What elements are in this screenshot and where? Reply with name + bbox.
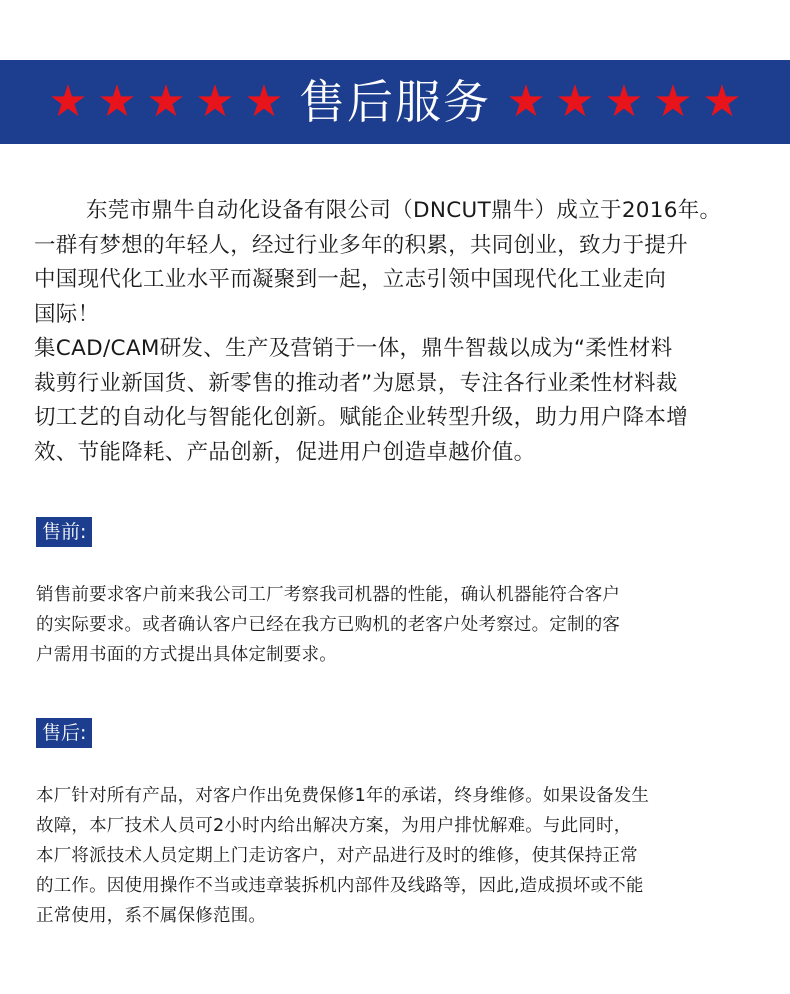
left-star-row (45, 76, 287, 127)
intro-line: 国际！ (34, 301, 100, 327)
star-icon: ★ (97, 76, 137, 127)
pre-sale-line: 销售前要求客户前来我公司工厂考察我司机器的性能，确认机器能符合客户 (36, 585, 621, 605)
star-icon: ★ (653, 76, 693, 127)
pre-sale-line: 户需用书面的方式提出具体定制要求。 (36, 645, 337, 665)
after-sale-line: 本厂针对所有产品，对客户作出免费保修1年的承诺，终身维修。如果设备发生 (36, 786, 650, 806)
header-banner (0, 60, 790, 144)
intro-line: 切工艺的自动化与智能化创新。赋能企业转型升级，助力用户降本增 (34, 405, 689, 430)
intro-line: 一群有梦想的年轻人，经过行业多年的积累，共同创业，致力于提升 (34, 232, 689, 258)
intro-line: 效、节能降耗、产品创新，促进用户创造卓越价值。 (34, 439, 536, 465)
star-icon: ★ (146, 76, 186, 127)
pre-sale-label: 售前: (36, 517, 92, 547)
pre-sale-text (36, 580, 766, 670)
after-sale-line: 正常使用，系不属保修范围。 (36, 906, 267, 926)
after-sale-label: 售后: (36, 718, 92, 748)
company-intro (34, 194, 774, 470)
after-sale-line: 的工作。因使用操作不当或违章装拆机内部件及线路等，因此,造成损坏或不能 (36, 876, 644, 896)
intro-line: 裁剪行业新国货、新零售的推动者”为愿景，专注各行业柔性材料裁 (34, 370, 678, 396)
intro-line: 中国现代化工业水平而凝聚到一起，立志引领中国现代化工业走向 (34, 267, 667, 292)
star-icon: ★ (244, 76, 284, 127)
page-title: 售后服务 (299, 75, 491, 129)
star-icon: ★ (506, 76, 546, 127)
after-sale-line: 本厂将派技术人员定期上门走访客户，对产品进行及时的维修，使其保持正常 (36, 846, 638, 866)
pre-sale-line: 的实际要求。或者确认客户已经在我方已购机的老客户处考察过。定制的客 (36, 615, 621, 635)
after-sale-line: 故障，本厂技术人员可2小时内给出解决方案，为用户排忧解难。与此同时， (36, 816, 632, 836)
star-icon: ★ (604, 76, 644, 127)
star-icon: ★ (48, 76, 88, 127)
right-star-row (503, 76, 745, 127)
intro-line: 东莞市鼎牛自动化设备有限公司（DNCUT鼎牛）成立于2016年。 (86, 198, 722, 223)
star-icon: ★ (195, 76, 235, 127)
after-sale-text (36, 781, 766, 931)
star-icon: ★ (555, 76, 595, 127)
intro-line: 集CAD/CAM研发、生产及营销于一体，鼎牛智裁以成为“柔性材料 (34, 336, 673, 361)
star-icon: ★ (702, 76, 742, 127)
